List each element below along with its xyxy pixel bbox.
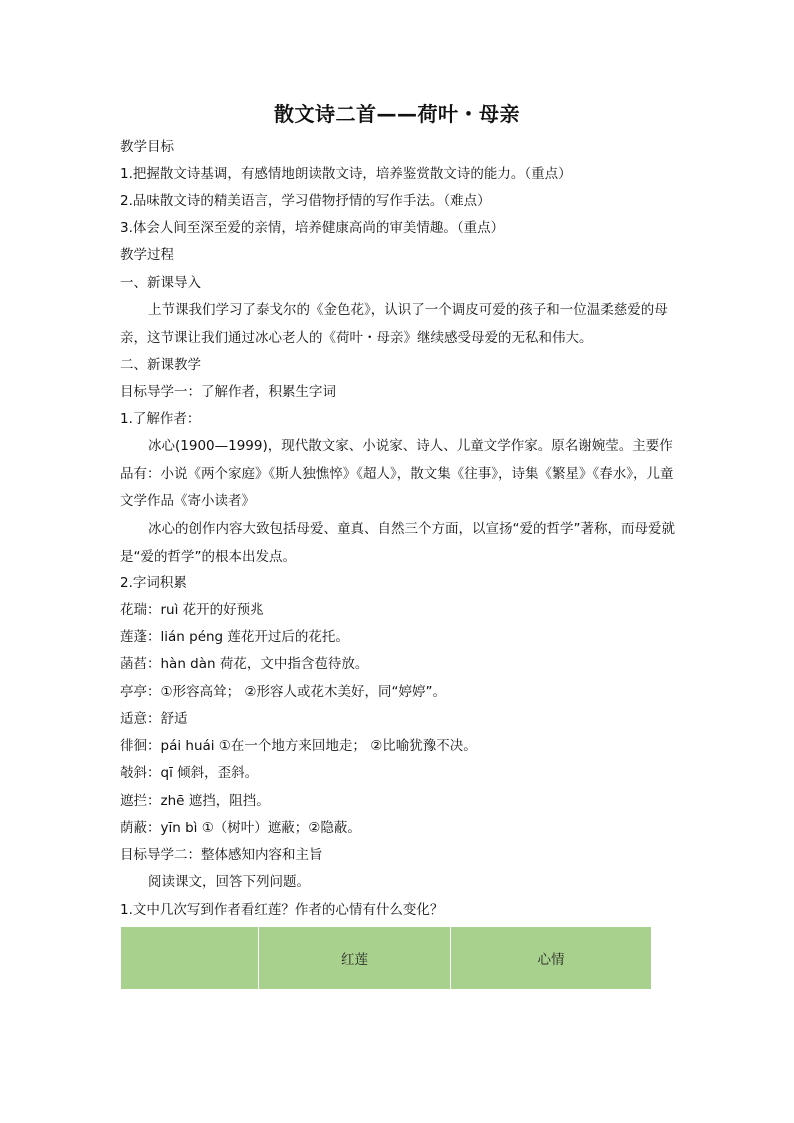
- instruction-line: 阅读课文，回答下列问题。: [148, 874, 310, 890]
- table-header-cell: [121, 927, 259, 990]
- vocab-item: 荫蔽：yīn bì ①（树叶）遮蔽；②隐蔽。: [120, 820, 361, 836]
- goal-item: 1.把握散文诗基调，有感情地朗读散文诗，培养鉴赏散文诗的能力。（重点）: [120, 166, 572, 182]
- vocab-item: 莲蓬：lián péng 莲花开过后的花托。: [120, 629, 349, 645]
- section-heading-goals: 教学目标: [120, 139, 174, 155]
- vocab-item: 遮拦：zhē 遮挡，阻挡。: [120, 793, 270, 809]
- table-row: [121, 927, 652, 990]
- section-heading-process: 教学过程: [120, 247, 174, 263]
- item-heading: 2.字词积累: [120, 575, 187, 591]
- item-heading: 1.了解作者：: [120, 411, 201, 427]
- question-line: 1.文中几次写到作者看红莲？作者的心情有什么变化？: [120, 902, 444, 918]
- vocab-item: 适意：舒适: [120, 711, 188, 727]
- vocab-item: 攲斜：qī 倾斜，歪斜。: [120, 765, 259, 781]
- intro-paragraph: 上节课我们学习了泰戈尔的《金色花》，认识了一个调皮可爱的孩子和一位温柔慈爱的母亲，这节课让我们通过冰心老人的《荷叶・母亲》继续感受母爱的无私和伟大。: [120, 302, 668, 346]
- objective-heading: 目标导学二：整体感知内容和主旨: [120, 847, 323, 863]
- table-header-cell: 红莲: [259, 927, 451, 990]
- goal-item: 2.品味散文诗的精美语言，学习借物抒情的写作手法。（难点）: [120, 193, 491, 209]
- document-title: 散文诗二首——荷叶・母亲: [274, 102, 520, 126]
- vocab-item: 菡萏：hàn dàn 荷花，文中指含苞待放。: [120, 656, 369, 672]
- table-header-cell: 心情: [451, 927, 652, 990]
- subsection-heading: 二、新课教学: [120, 357, 201, 373]
- vocab-item: 亭亭：①形容高耸； ②形容人或花木美好，同“婷婷”。: [120, 684, 446, 700]
- vocab-item: 徘徊：pái huái ①在一个地方来回地走； ②比喻犹豫不决。: [120, 738, 477, 754]
- subsection-heading: 一、新课导入: [120, 275, 201, 291]
- answer-table: [120, 926, 652, 990]
- goal-item: 3.体会人间至深至爱的亲情，培养健康高尚的审美情趣。（重点）: [120, 220, 505, 236]
- author-paragraph: 冰心的创作内容大致包括母爱、童真、自然三个方面，以宣扬“爱的哲学”著称，而母爱就是“爱的哲学”的根本出发点。: [120, 521, 675, 565]
- objective-heading: 目标导学一：了解作者，积累生字词: [120, 384, 336, 400]
- author-paragraph: 冰心(1900—1999)，现代散文家、小说家、诗人、儿童文学作家。原名谢婉莹。主要作品有：小说《两个家庭》《斯人独憔悴》《超人》，散文集《往事》，诗集《繁星》《春水》，儿童文学作品《寄小读者》: [120, 438, 674, 509]
- vocab-item: 花瑞：ruì 花开的好预兆: [120, 602, 264, 618]
